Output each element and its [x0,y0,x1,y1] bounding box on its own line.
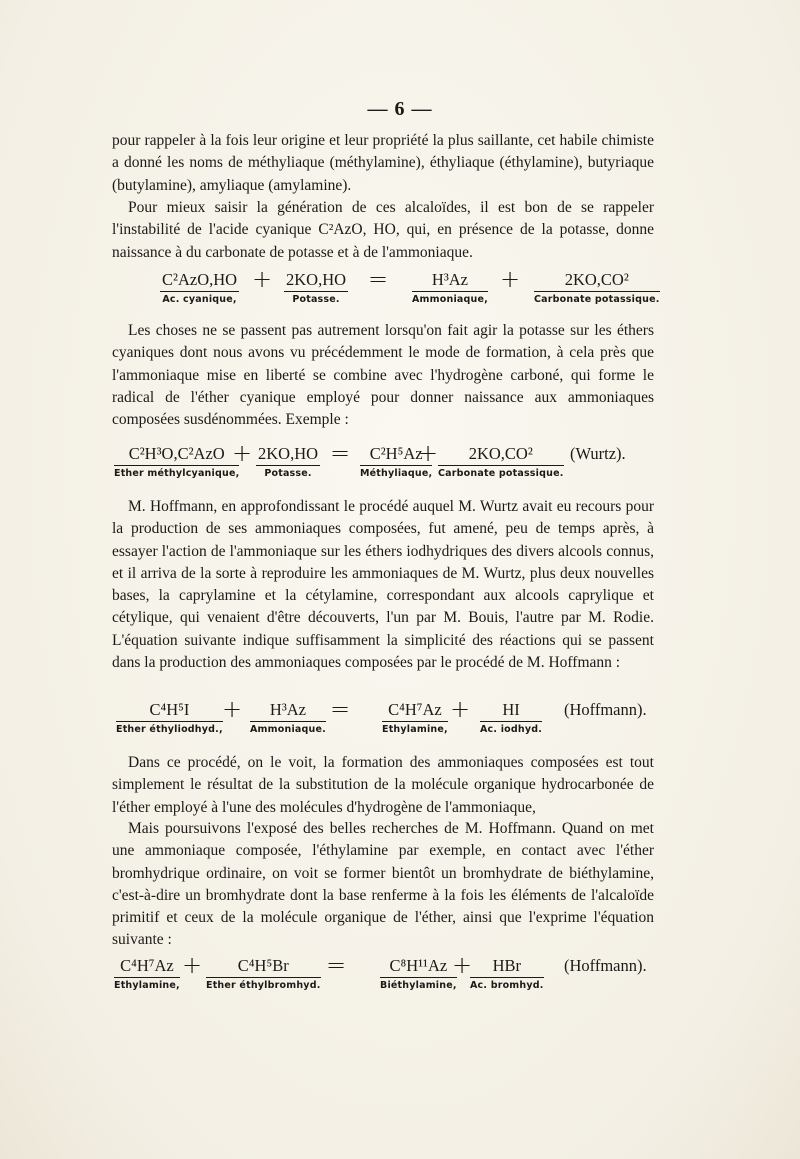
equals-sign: = [368,265,389,293]
compound-name: Ac. bromhyd. [470,980,544,991]
plus-sign: + [418,439,439,467]
compound-name: Ether éthyliodhyd., [116,724,223,735]
formula: C⁴H⁷Az [114,956,180,978]
equation-3 [112,695,657,744]
formula: HI [480,700,542,722]
compound-name: Ammoniaque, [412,294,488,305]
formula: H³Az [412,270,488,292]
formula: C⁴H⁷Az [382,700,448,722]
compound-name: Ac. cyanique, [162,294,237,305]
formula: 2KO,CO² [534,270,660,292]
compound-name: Carbonate potassique. [438,468,564,479]
paragraph-1: pour rappeler à la fois leur origine et leur propriété la plus saillante, cet habile chimiste a donné les noms de méthyliaque (méthylamine), éthyliaque (éthylamine), butyriaque (butylamine), amyliaque (amylamine). [112,132,654,194]
compound-name: Ammoniaque. [250,724,326,735]
formula: C²H⁵Az [360,444,432,466]
equals-sign: = [326,951,347,979]
paragraph-4: M. Hoffmann, en approfondissant le procédé auquel M. Wurtz avait eu recours pour la production de ses ammoniaques composées, fut amené, peu de temps après, à essayer l'action de l'ammoniaque sur les éthers iodhydriques des divers alcools connus, et il arriva de la sorte à reproduire les ammoniaques de M. Wurtz, plus deux nouvelles bases, la caprylamine et la cétylamine, correspondant aux alcools caprylique et cétylique, qui venaient d'être découverts, l'un par M. Bouis, l'autre par M. Rodie. L'équation suivante indique suffisamment la simplicité des réactions qui se passent dans la production des ammoniaques composées par le procédé de M. Hoffmann : [112,498,654,672]
plus-sign: + [450,695,471,723]
eq2-term-1 [114,444,239,480]
formula: C⁴H⁵I [116,700,223,722]
compound-name: Carbonate potassique. [534,294,660,305]
compound-name: Potasse. [292,294,340,305]
eq1-term-3 [412,270,488,306]
compound-name: Ether méthylcyanique, [114,468,240,479]
formula: HBr [470,956,544,978]
paragraph-5: Dans ce procédé, on le voit, la formation des ammoniaques composées est tout simplement le résultat de la substitution de la molécule organique hydrocarbonée de l'éther employé à l'une des molécules d'hydrogène de l'ammoniaque, [112,754,654,816]
eq3-term-1 [116,700,223,736]
formula: C⁴H⁵Br [206,956,321,978]
compound-name: Biéthylamine, [380,980,457,991]
plus-sign: + [182,951,203,979]
eq3-term-4 [480,700,542,736]
author-credit: (Wurtz). [570,444,626,463]
equation-1 [112,265,660,314]
eq2-term-2 [256,444,320,480]
eq3-term-2 [250,700,326,736]
plus-sign: + [222,695,243,723]
equals-sign: = [330,439,351,467]
plus-sign: + [252,265,273,293]
plus-sign: + [452,951,473,979]
compound-name: Potasse. [264,468,312,479]
eq2-term-4 [438,444,564,480]
formula: C²AzO,HO [160,270,239,292]
plus-sign: + [500,265,521,293]
formula: C²H³O,C²AzO [114,444,239,466]
equation-2 [112,439,657,488]
eq4-term-2 [206,956,321,992]
plus-sign: + [232,439,253,467]
formula: 2KO,HO [284,270,348,292]
compound-name: Ethylamine, [382,724,448,735]
equation-4 [112,951,657,1000]
formula: 2KO,CO² [438,444,564,466]
author-credit: (Hoffmann). [564,700,647,719]
eq4-term-1 [114,956,180,992]
equals-sign: = [330,695,351,723]
compound-name: Ac. iodhyd. [480,724,543,735]
author-credit: (Hoffmann). [564,956,647,975]
paragraph-3: Les choses ne se passent pas autrement lorsqu'on fait agir la potasse sur les éthers cyaniques dont nous avons vu précédemment le mode de formation, à cela près que l'ammoniaque mise en liberté se combine avec l'hydrogène carboné, qui forme le radical de l'éther cyanique employé pour donner naissance aux ammoniaques composées susdénommées. Exemple : [112,322,654,429]
paragraph-6: Mais poursuivons l'exposé des belles recherches de M. Hoffmann. Quand on met une ammoniaque composée, l'éthylamine par exemple, en contact avec l'éther bromhydrique ordinaire, on voit se former bientôt un bromhydrate de biéthylamine, c'est-à-dire un bromhydrate dont la base renferme à la fois les éléments de l'alcaloïde primitif et ceux de la molécule organique de l'éther, ainsi que l'exprime l'équation suivante : [112,820,654,949]
eq1-term-4 [534,270,660,306]
eq4-term-3 [380,956,457,992]
compound-name: Méthyliaque, [360,468,433,479]
eq1-term-1 [160,270,239,306]
compound-name: Ether éthylbromhyd. [206,980,321,991]
eq3-term-3 [382,700,448,736]
eq1-term-2 [284,270,348,306]
page-number: — 6 — [367,98,433,120]
formula: 2KO,HO [256,444,320,466]
formula: H³Az [250,700,326,722]
paragraph-2: Pour mieux saisir la génération de ces alcaloïdes, il est bon de se rappeler l'instabilité de l'acide cyanique C²AzO, HO, qui, en présence de la potasse, donne naissance à du carbonate de potasse et à de l'ammoniaque. [112,199,654,261]
eq4-term-4 [470,956,544,992]
compound-name: Ethylamine, [114,980,180,991]
formula: C⁸H¹¹Az [380,956,457,978]
